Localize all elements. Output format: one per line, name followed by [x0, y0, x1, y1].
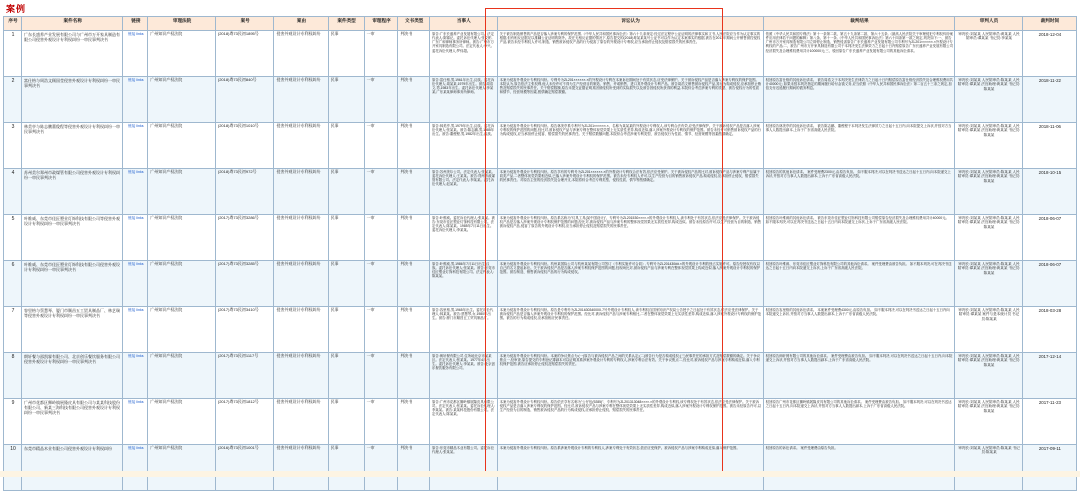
case-type: 民事 — [328, 123, 364, 169]
judges: 审判长:刘某某 人民陪审员:陈某某 人民陪审员:谭某某 法官助理:黄某某 书记员:陈某某 — [955, 353, 1023, 399]
document-type: 判决书 — [398, 399, 430, 445]
col-claim: 诉讼认为 — [497, 17, 763, 31]
trial-procedure: 一审 — [364, 307, 398, 353]
case-number: (2017)粤73民初3410号 — [215, 307, 274, 353]
col-judges: 审判人员 — [955, 17, 1023, 31]
judgment-result: 驳回原告朗轩餐有限公司的其他诉讼请求。 案件受理费由被告负担。 如不服本判决,可以在判决书送达之日起十五日内,向本院递交上诉状,并按对方当事人人数提出副本,上诉于广东省高级人民法院。 — [763, 353, 955, 399]
case-link[interactable]: 链接 links — [123, 77, 148, 123]
table-row — [4, 307, 1077, 353]
case-cause: 侵害外观设计专利权纠纷 — [274, 353, 328, 399]
judges: 审判长:刘某某 人民陪审员:黄某某 人民陪审员:谭某某 书记员:李某某 — [955, 31, 1023, 77]
document-type: 判决书 — [398, 261, 430, 307]
case-type: 民事 — [328, 399, 364, 445]
judgment-result: 驳回原告的其他诉讼请求。 案件受理费2300元,由原告负担。 如不服本判决,可以在判决书送达之日起十五日内,向本院递交上诉状,并按对方当事人人数提出副本,上诉于广东省高级人民法院。 — [763, 169, 955, 215]
parties: 原告:广东长盛养产业发展有限公司。法定代表人:陈锦记。委托诉讼代理人:张文彬,广东广和律师事务所律师。被告:广州市万开家具制造有限公司。法定代表人:李兴。委托诉讼代理人:罗伟超。 — [429, 31, 497, 77]
claim-opinion: 本案为侵害外观设计专利权纠纷。本案的争议焦点为:(一)原告与被诉侵权产品之间的关系认定;(二)被告行为是否构成侵权;(三)民事责任的承担方式及赔偿数额的确定。关于争议焦点一,经审查,原告提交的专利登记簿副本可以证明其系涉案外观设计专利的专利权人,涉案专利合法有效。关于争议焦点二,经比对,被诉侵权产品与涉案专利构成近似,落入专利权保护范围,被告应承担停止侵权及赔偿损失的责任。 — [497, 353, 763, 399]
row-index: 5 — [4, 215, 22, 261]
case-number: (2017)粤73民初3285号 — [215, 261, 274, 307]
court-name: 广州知识产权法院 — [148, 31, 216, 77]
trial-procedure: 一审 — [364, 445, 398, 491]
judges: 审判长:刘某某 人民陪审员:陈某某 人民陪审员:谭某某 案件与是本统计员 书记员:陈某某 — [955, 307, 1023, 353]
judges: 审判长:刘某某 人民陪审员:陈某某 人民陪审员:谭某某 法官助理:黄某某 书记员:陈某某 — [955, 399, 1023, 445]
judgment-result: 驳回原告的诉讼请求。 案件受理费由原告负担。 — [763, 445, 955, 491]
case-type: 民事 — [328, 215, 364, 261]
case-number: (2016)粤73民初1001号 — [215, 445, 274, 491]
case-name: 东莞市精品木业有限公司侵害外观设计专利权纠纷 — [22, 445, 123, 491]
judgment-date: 2018-06-07 — [1022, 261, 1076, 307]
col-case-no: 案号 — [215, 17, 274, 31]
table-row — [4, 445, 1077, 491]
case-name: 苏州美尔郑州市政煤管有限公司侵害外观设计专利权纠纷一审民事判决书 — [22, 169, 123, 215]
section-title: 案例 — [6, 4, 27, 14]
judges: 审判长:刘某某 人民陪审员:陈某某 人民陪审员:谭某某 法官助理:黄某某 书记员:陈某某 — [955, 77, 1023, 123]
trial-procedure: 一审 — [364, 261, 398, 307]
document-type: 判决书 — [398, 123, 430, 169]
row-index: 4 — [4, 169, 22, 215]
claim-opinion: 本案为侵害外观设计专利权纠纷。专利号为ZL201××××××.×的外观设计专利在本案诉讼期间处于有效状态,应受法律保护。关于被诉侵权产品是否落入涉案专利权的保护范围。本院认为,原告依法主张权利,他人未经许可不得为生产经营目的制造、销售、许诺销售、进口其外观设计专利产品。被告周浩文销售被诉侵权产品,其行为构成侵权,应承担停止销售及赔偿损失的民事责任。关于赔偿数额,原告未提交证据证明其因被侵权所受到的实际损失以及被告因侵权所获得的利益,本院综合考虑涉案专利的类型、被告侵权行为的性质和情节、经营规模等因素,酌情确定赔偿数额。 — [497, 77, 763, 123]
parties: 原告:广州市花都区狮岭镇展隆皮具有限公司。法定代表人:张某某。委托诉讼代理人:李某某。被告:某某科技股份有限公司。法定代表人:陈某某。 — [429, 399, 497, 445]
court-name: 广州知识产权法院 — [148, 261, 216, 307]
col-date: 裁判时间 — [1022, 17, 1076, 31]
case-number: (2018)粤73民初840号 — [215, 77, 274, 123]
case-type: 民事 — [328, 445, 364, 491]
trial-procedure: 一审 — [364, 77, 398, 123]
table-row — [4, 353, 1077, 399]
case-cause: 侵害外观设计专利权纠纷 — [274, 77, 328, 123]
court-name: 广州知识产权法院 — [148, 445, 216, 491]
table-header — [4, 17, 1077, 31]
case-number: (2018)粤73民初1010号 — [215, 123, 274, 169]
col-procedure: 审理程序 — [364, 17, 398, 31]
trial-procedure: 一审 — [364, 123, 398, 169]
parties: 原告:苏州美尔公司。法定代表人:张某某。委托诉讼代理人:王某某。被告:郑州市政煤管有限公司。法定代表人:李某某。委托诉讼代理人:赵某某。 — [429, 169, 497, 215]
case-cause: 侵害外观设计专利权纠纷 — [274, 215, 328, 261]
judgment-result: 驳回原告叶维威、东莞市佳匠塑业灯饰科技有限公司的其他诉讼请求。 案件受理费由被告负担。 如不服本判决,可在判决书送达之日起十五日内向本院递交上诉状,上诉于广东省高级人民法院。 — [763, 261, 955, 307]
row-index: 3 — [4, 123, 22, 169]
document-type: 判决书 — [398, 445, 430, 491]
judgment-date: 2017-09-11 — [1022, 445, 1076, 491]
row-index: 2 — [4, 77, 22, 123]
claim-opinion: 本案为侵害外观设计专利权纠纷。原告系名称为"灯具工具(某中国设计)"、专利号为ZL201530××××.×的外观设计专利权人,该专利处于有效状态,依法应受法律保护。关于被诉侵权产品是否落入涉案外观设计专利权保护范围的问题,经比对,被诉侵权产品与涉案专利的整体视觉效果无实质性差异,构成近似。被告未经原告许可,以生产经营为目的制造、销售被诉侵权产品,侵害了原告的外观设计专利权,应当承担停止侵权及赔偿损失的民事责任。 — [497, 215, 763, 261]
col-doc-type: 文书类型 — [398, 17, 430, 31]
case-name: 广东长盛养产业发展有限公司与广州市万开家具制造有限公司侵害外观设计专利权纠纷一审民事判决书 — [22, 31, 123, 77]
case-cause: 侵害外观设计专利权纠纷 — [274, 261, 328, 307]
claim-opinion: 本案为侵害外观设计专利权纠纷。原告是专利号为ZL20163034000X.7号外观设计专利权人,该专利权自国家知识产权局公告授予之日起处于有效状态,依法应受法律保护。关于被诉侵权产品是否落入涉案外观设计专利权的保护范围。经比对,被诉侵权产品与涉案专利相比,二者在整体视觉效果上无实质性差异,构成近似,落入涉案外观设计专利权的保护范围。被告的行为构成侵权,应承担相应民事责任。 — [497, 307, 763, 353]
case-name: 叶维威、东莞市佳匠塑业灯饰科技有限公司侵害外观设计专利权纠纷一审民事判决书 — [22, 261, 123, 307]
col-result: 裁判结果 — [763, 17, 955, 31]
judges: 审判长:刘某某 人民陪审员:陈某某 人民陪审员:谭某某 法官助理:黄某某 书记员:陈某某 — [955, 261, 1023, 307]
bottom-strip — [0, 471, 1080, 477]
judgment-date: 2018-03-28 — [1022, 307, 1076, 353]
table-row — [4, 31, 1077, 77]
case-link[interactable]: 链接 links — [123, 123, 148, 169]
col-cause: 案由 — [274, 17, 328, 31]
judgment-result: 驳回原告富仕格的其他诉讼请求。 被告周浩文于本判决发生法律效力之日起十日内赔偿原告富仕格经济损失及合理维权费用共计40000元; 如果未按本判决指定的期间履行给付金钱义务,应当依照《中华人民共和国民事诉讼法》第二百五十三条之规定,加倍支付迟延履行期间的债务利息。 — [763, 77, 955, 123]
judgment-result: 驳回原告广州市花都区狮岭镇展隆皮具有限公司的其他诉讼请求。 案件受理费由被告负担。 如不服本判决,可以在判决书送达之日起十五日内,向本院递交上诉状,并按对方当事人人数提出副本,上诉于广东省高级人民法院。 — [763, 399, 955, 445]
claim-opinion: 本案为侵害外观设计专利权纠纷。原告依法享有名称为"公仔包(9285)"、专利号为ZL201313048××××.×的外观设计专利权,该专利权处于有效状态,依法应受法律保护。关于被诉侵权产品是否落入涉案专利权的保护范围。经比对,被诉侵权产品与涉案专利在整体视觉效果上无实质性差异,构成近似,落入涉案外观设计专利权保护范围。被告未经原告许可,以生产经营为目的制造、销售被诉侵权产品的行为构成侵权,应承担停止侵权、赔偿损失的民事责任。 — [497, 399, 763, 445]
judgment-date: 2018-06-07 — [1022, 215, 1076, 261]
claim-opinion: 本案为侵害外观设计专利权纠纷。原告系涉案外观设计专利的专利权人,涉案专利处于有效状态,依法应受保护。被诉侵权产品与涉案专利构成近似,落入保护范围。 — [497, 445, 763, 491]
court-name: 广州知识产权法院 — [148, 307, 216, 353]
claim-opinion: 本案为侵害外观设计专利权纠纷。原告享有的专利号为ZL201××××××.×的外观设计专利权合法有效,依法应受保护。关于被诉侵权产品的比对,被诉侵权产品与涉案专利产品属于同类产品,二者整体视觉效果相近似,已落入涉案外观设计专利权的保护范围。被告未经专利权人许可,以生产经营为目的销售被诉侵权产品,构成侵权,应承担停止侵权、赔偿损失的民事责任。对原告主张的经济损失及合理开支,本院将综合考虑专利类型、侵权性质、情节等酌情确定。 — [497, 169, 763, 215]
case-cause: 侵害外观设计专利权纠纷 — [274, 445, 328, 491]
case-name: 朗轩餐与邵凯霖有限公司、北京创乐餐饮服务有限公司侵害外观设计专利权纠纷一审民事判决书 — [22, 353, 123, 399]
row-index: 7 — [4, 307, 22, 353]
claim-opinion: 关于被告制造销售的产品是否落入涉案专利的保护范围,《中华人民共和国民事诉讼法》第六十九条规定:经过法定程序公证证明的法律事实和文书,人民法院应当作为认定事实的根据,但有相反证据足以推翻公证证明的除外。故在无相反证据的情况下,原告提交的(2018)粤某某某号公证书可以作为认定本案事实的根据,被告在2011年期间公开销售被控侵权产品,被告未经专利权人许可,制造、销售被诉侵权产品的行为侵害了原告的外观设计专利权,应当承担停止侵权及赔偿损失的民事责任。 — [497, 31, 763, 77]
col-party: 当事人 — [429, 17, 497, 31]
case-type: 民事 — [328, 77, 364, 123]
court-name: 广州知识产权法院 — [148, 77, 216, 123]
claim-opinion: 本案为侵害外观设计专利权纠纷。杭州某国际公司与杭州某某有限公司签订《专利实施许可合同》,专利号为ZL201430##.×的外观设计专利的独占实施许可。原告经授权有权以自己的名义提起诉讼。关于被诉侵权产品是否落入涉案专利权保护范围的问题,经现场比对,被诉侵权产品与涉案专利在整体视觉效果上构成近似,落入涉案外观设计专利权的保护范围。被告制造、销售被诉侵权产品的行为构成侵权。 — [497, 261, 763, 307]
row-index: 8 — [4, 353, 22, 399]
judgment-date: 2018-10-15 — [1022, 169, 1076, 215]
document-type: 判决书 — [398, 353, 430, 399]
case-link[interactable]: 链接 links — [123, 169, 148, 215]
row-index: 9 — [4, 399, 22, 445]
table-row — [4, 169, 1077, 215]
case-number: (2017)粤73民初1812号 — [215, 399, 274, 445]
row-index: 1 — [4, 31, 22, 77]
table-row — [4, 123, 1077, 169]
document-type: 判决书 — [398, 307, 430, 353]
case-number: (2017)粤73民初1117号 — [215, 353, 274, 399]
case-cause: 侵害外观设计专利权纠纷 — [274, 399, 328, 445]
case-name: 林美亭与陈志鹏董俊程等侵害外观设计专利权纠纷一审民事判决书 — [22, 123, 123, 169]
case-type: 民事 — [328, 353, 364, 399]
trial-procedure: 一审 — [364, 215, 398, 261]
case-type: 民事 — [328, 307, 364, 353]
case-name: 叶维威、东莞市佳匠塑业灯饰科技有限公司等侵害外观设计专利权纠纷一审民事判决书 — [22, 215, 123, 261]
row-index: 6 — [4, 261, 22, 307]
court-name: 广州知识产权法院 — [148, 215, 216, 261]
case-link[interactable]: 链接 links — [123, 353, 148, 399]
case-name: 容里格与蔡慧琴、厦门市顺昌五工贸具制品厂、林艺瑞等侵害外观设计专利权纠纷一审民事判决书 — [22, 307, 123, 353]
table-row — [4, 261, 1077, 307]
case-number: (2018)粤73民初972号 — [215, 169, 274, 215]
case-link[interactable]: 链接 links — [123, 215, 148, 261]
case-link[interactable]: 链接 links — [123, 445, 148, 491]
document-type: 判决书 — [398, 169, 430, 215]
table-row — [4, 215, 1077, 261]
case-type: 民事 — [328, 169, 364, 215]
trial-procedure: 一审 — [364, 353, 398, 399]
parties: 原告:富仕格,男,1961年出生,汉族。委托诉讼代理人:周某某,1979年出生。被告:周浩文,男,1983年出生。委托诉讼代理人:李某某,广东某某律师事务所律师。 — [429, 77, 497, 123]
case-link[interactable]: 链接 links — [123, 31, 148, 77]
document-type: 判决书 — [398, 77, 430, 123]
judgment-date: 2017-12-14 — [1022, 353, 1076, 399]
case-number: (2018)粤73民初1895号 — [215, 31, 274, 77]
case-cause: 侵害外观设计专利权纠纷 — [274, 123, 328, 169]
trial-procedure: 一审 — [364, 399, 398, 445]
col-idx: 序号 — [4, 17, 22, 31]
judgment-date: 2017-11-23 — [1022, 399, 1076, 445]
case-type: 民事 — [328, 261, 364, 307]
header-row — [4, 17, 1077, 31]
court-name: 广州知识产权法院 — [148, 123, 216, 169]
document-type: 判决书 — [398, 215, 430, 261]
judgment-result: 驳回原告林美亭的其他诉讼请求。 被告陈志鹏、董俊程于本判决发生法律效力之日起十五日内,向本院提交上诉状,并按对方当事人人数提出副本,上诉于广东省高级人民法院。 — [763, 123, 955, 169]
document-type: 判决书 — [398, 31, 430, 77]
judges: 审判长:刘某某 人民陪审员:陈某某 人民陪审员:谭某某 法官助理:黄某某 书记员:陈某某 — [955, 215, 1023, 261]
judges: 审判长:刘某某 人民陪审员:陈某某 人民陪审员:谭某某 法官助理:黄某某 书记员:陈某某 — [955, 123, 1023, 169]
court-name: 广州知识产权法院 — [148, 353, 216, 399]
judgment-result: 驳回原告叶维威的其他诉讼请求。 被告东莞市佳匠塑业灯饰科技有限公司赔偿原告经济损失及合理维权费用共计40000元。 如不服本判决,可以在判决书送达之日起十五日内向本院递交上诉状,上诉于广东省高级人民法院。 — [763, 215, 955, 261]
claim-opinion: 本案为侵害外观设计专利权纠纷。原告林美亭系专利号为ZL201××××××.×、名称为某某某的外观设计专利权人,该专利合法有效,应受法律保护。关于被诉侵权产品是否落入涉案专利权的保护范围的问题,经比对,被诉侵权产品与涉案专利在整体视觉效果上无实质性差异,构成近似,落入涉案外观设计专利权的保护范围。被告未经许可销售被诉侵权产品的行为构成侵权,应当承担停止侵害、赔偿损失的民事责任。关于赔偿数额问题,本院综合考虑涉案专利类型、被告侵权行为性质、情节、经营规模等因素酌情确定。 — [497, 123, 763, 169]
parties: 原告:叶维威。委托诉讼代理人:张某某。被告:东莞市佳匠塑业灯饰科技有限公司。法定代表人:陈某某。1985年7月11日出生。委托诉讼代理人:李某某。 — [429, 215, 497, 261]
table-row — [4, 399, 1077, 445]
table-body — [4, 31, 1077, 491]
col-name: 案件名称 — [22, 17, 123, 31]
case-cause: 侵害外观设计专利权纠纷 — [274, 307, 328, 353]
case-name: 广州市花都区狮岭镇展隆皮具有限公司与某某科技股份有限公司、新某三海科技有限公司侵害外观设计专利权纠纷一审民事判决书 — [22, 399, 123, 445]
col-court: 审理法院 — [148, 17, 216, 31]
case-cause: 侵害外观设计专利权纠纷 — [274, 169, 328, 215]
col-type: 案件类型 — [328, 17, 364, 31]
court-name: 广州知识产权法院 — [148, 169, 216, 215]
judges: 审判长:刘某某 人民陪审员:陈某某 人民陪审员:谭某某 法官助理:黄某某 书记员:陈某某 — [955, 169, 1023, 215]
case-link[interactable]: 链接 links — [123, 261, 148, 307]
trial-procedure: 一审 — [364, 169, 398, 215]
case-number: (2017)粤73民初3286号 — [215, 215, 274, 261]
parties: 原告:容里格,男,1965年出生。委托诉讼代理人:林某某。被告:蔡慧琴,女,1980年出生。被告:厦门市顺昌五工贸具制品厂。 — [429, 307, 497, 353]
case-cause: 侵害外观设计专利权纠纷 — [274, 31, 328, 77]
table-row — [4, 77, 1077, 123]
trial-procedure: 一审 — [364, 31, 398, 77]
col-link: 链接 — [123, 17, 148, 31]
row-index: 10 — [4, 445, 22, 491]
judgment-date: 2018-11-22 — [1022, 77, 1076, 123]
parties: 原告:东莞市精品木业有限公司。委托诉讼代理人:张某某。 — [429, 445, 497, 491]
case-link[interactable]: 链接 links — [123, 307, 148, 353]
judges: 审判长:刘某某 人民陪审员:陈某某 书记员:陈某某 — [955, 445, 1023, 491]
parties: 原告:朗轩餐有限公司,住所地北京市某某区。法定代表人:张某某。1977年4月出生。委托诉讼代理人:李某某。被告:北京创乐餐饮服务有限公司。 — [429, 353, 497, 399]
case-type: 民事 — [328, 31, 364, 77]
parties: 原告:叶维威,男,1986年7月11日出生,汉族。委托诉讼代理人:张某某。被告:东莞市佳匠塑业灯饰科技有限公司。法定代表人:陈某某。 — [429, 261, 497, 307]
court-name: 广州知识产权法院 — [148, 399, 216, 445]
case-table — [3, 16, 1077, 491]
case-link[interactable]: 链接 links — [123, 399, 148, 445]
judgment-date: 2018-12-04 — [1022, 31, 1076, 77]
case-name: 富仕格与周浩文顾国莹侵害外观设计专利权纠纷一审民事判决书 — [22, 77, 123, 123]
judgment-result: 驳回原告容里格的其他诉讼请求。 本案案件受理费4300元,由原告负担。 如不服本判决,可以在判决书送达之日起十五日内向本院递交上诉状,并按对方当事人人数提出副本,上诉于广东省高级人民法院。 — [763, 307, 955, 353]
parties: 原告:林美亭,男,1979年出生,汉族。委托诉讼代理人:张某某。被告:陈志鹏,男,1985年出生。被告:董俊程,男,1982年出生,汉族。 — [429, 123, 497, 169]
judgment-result: 依照《中华人民共和国专利法》第十一条第二款、第五十九条第二款、第六十五条,《最高人民法院关于审理侵犯专利权纠纷案件应用法律若干问题的解释》第八条、第十一条,《中华人民共和国民事诉讼法》第六十四条第一款之规定,判决如下:一、被告广州市万开家具制造有限公司立即停止制造、销售侵害原告广东长盛养产业发展有限公司专利号为ZL201××××××.×外观设计专利权的产品;二、被告广州市万开家具制造有限公司于本判决发生法律效力之日起十日内赔偿原告广东长盛养产业发展有限公司经济损失及合理维权费用共计100000元;三、驳回原告广东长盛养产业发展有限公司的其他诉讼请求。 — [763, 31, 955, 77]
judgment-date: 2018-11-06 — [1022, 123, 1076, 169]
